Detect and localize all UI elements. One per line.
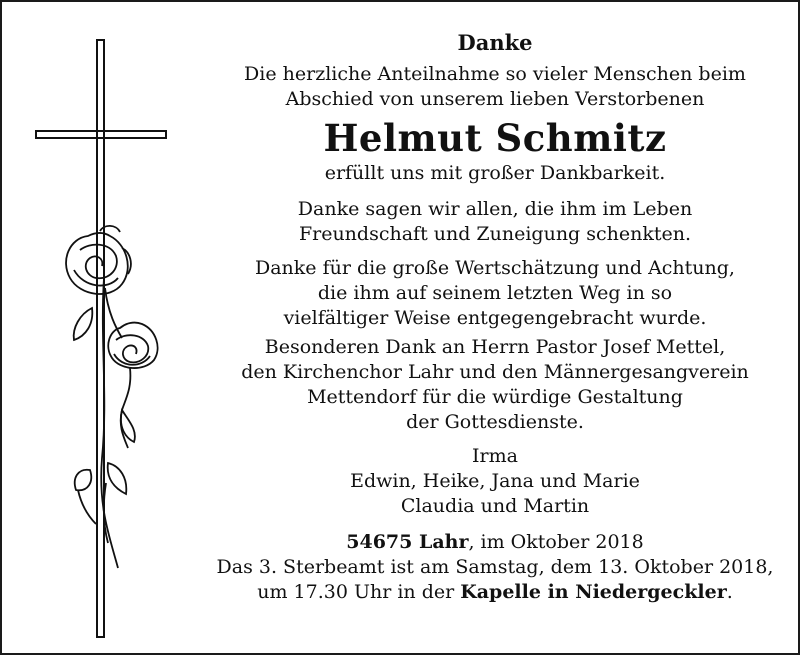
paragraph1-line: Danke sagen wir allen, die ihm im Leben — [297, 198, 693, 220]
rose-icon — [66, 226, 158, 568]
service-suffix: . — [726, 581, 733, 603]
intro-line: Abschied von unserem lieben Verstorbenen — [285, 88, 705, 110]
after-name-line: erfüllt uns mit großer Dankbarkeit. — [324, 162, 666, 184]
paragraph3-line: Besonderen Dank an Herrn Pastor Josef Mettel, — [264, 336, 726, 358]
place-bold: 54675 Lahr — [346, 531, 469, 553]
paragraph3-line: der Gottesdienste. — [406, 411, 584, 433]
cross-with-roses-illustration — [30, 38, 180, 638]
paragraph2-line: vielfältiger Weise entgegengebracht wurde. — [283, 307, 707, 329]
service-line: Das 3. Sterbeamt ist am Samstag, dem 13. Oktober 2018, — [216, 556, 774, 578]
paragraph3-line: den Kirchenchor Lahr und den Männergesangverein — [241, 361, 749, 383]
heading: Danke — [457, 30, 533, 55]
place-rest: , im Oktober 2018 — [468, 531, 644, 553]
paragraph2-line: Danke für die große Wertschätzung und Achtung, — [255, 257, 735, 279]
paragraph2-line: die ihm auf seinem letzten Weg in so — [317, 282, 673, 304]
service-prefix: um 17.30 Uhr in der — [257, 581, 461, 603]
service-location: Kapelle in Niedergeckler — [460, 581, 727, 603]
place-date-line — [200, 530, 790, 555]
intro-line: Die herzliche Anteilnahme so vieler Menschen beim — [244, 63, 746, 85]
deceased-name: Helmut Schmitz — [323, 116, 667, 160]
family-line: Edwin, Heike, Jana und Marie — [350, 470, 640, 492]
cross-icon — [36, 40, 166, 637]
service-line-2 — [200, 580, 790, 605]
obituary-text — [200, 28, 790, 605]
paragraph3-line: Mettendorf für die würdige Gestaltung — [307, 386, 683, 408]
family-line: Irma — [472, 445, 518, 467]
paragraph1-line: Freundschaft und Zuneigung schenkten. — [298, 223, 692, 245]
family-line: Claudia und Martin — [400, 495, 590, 517]
